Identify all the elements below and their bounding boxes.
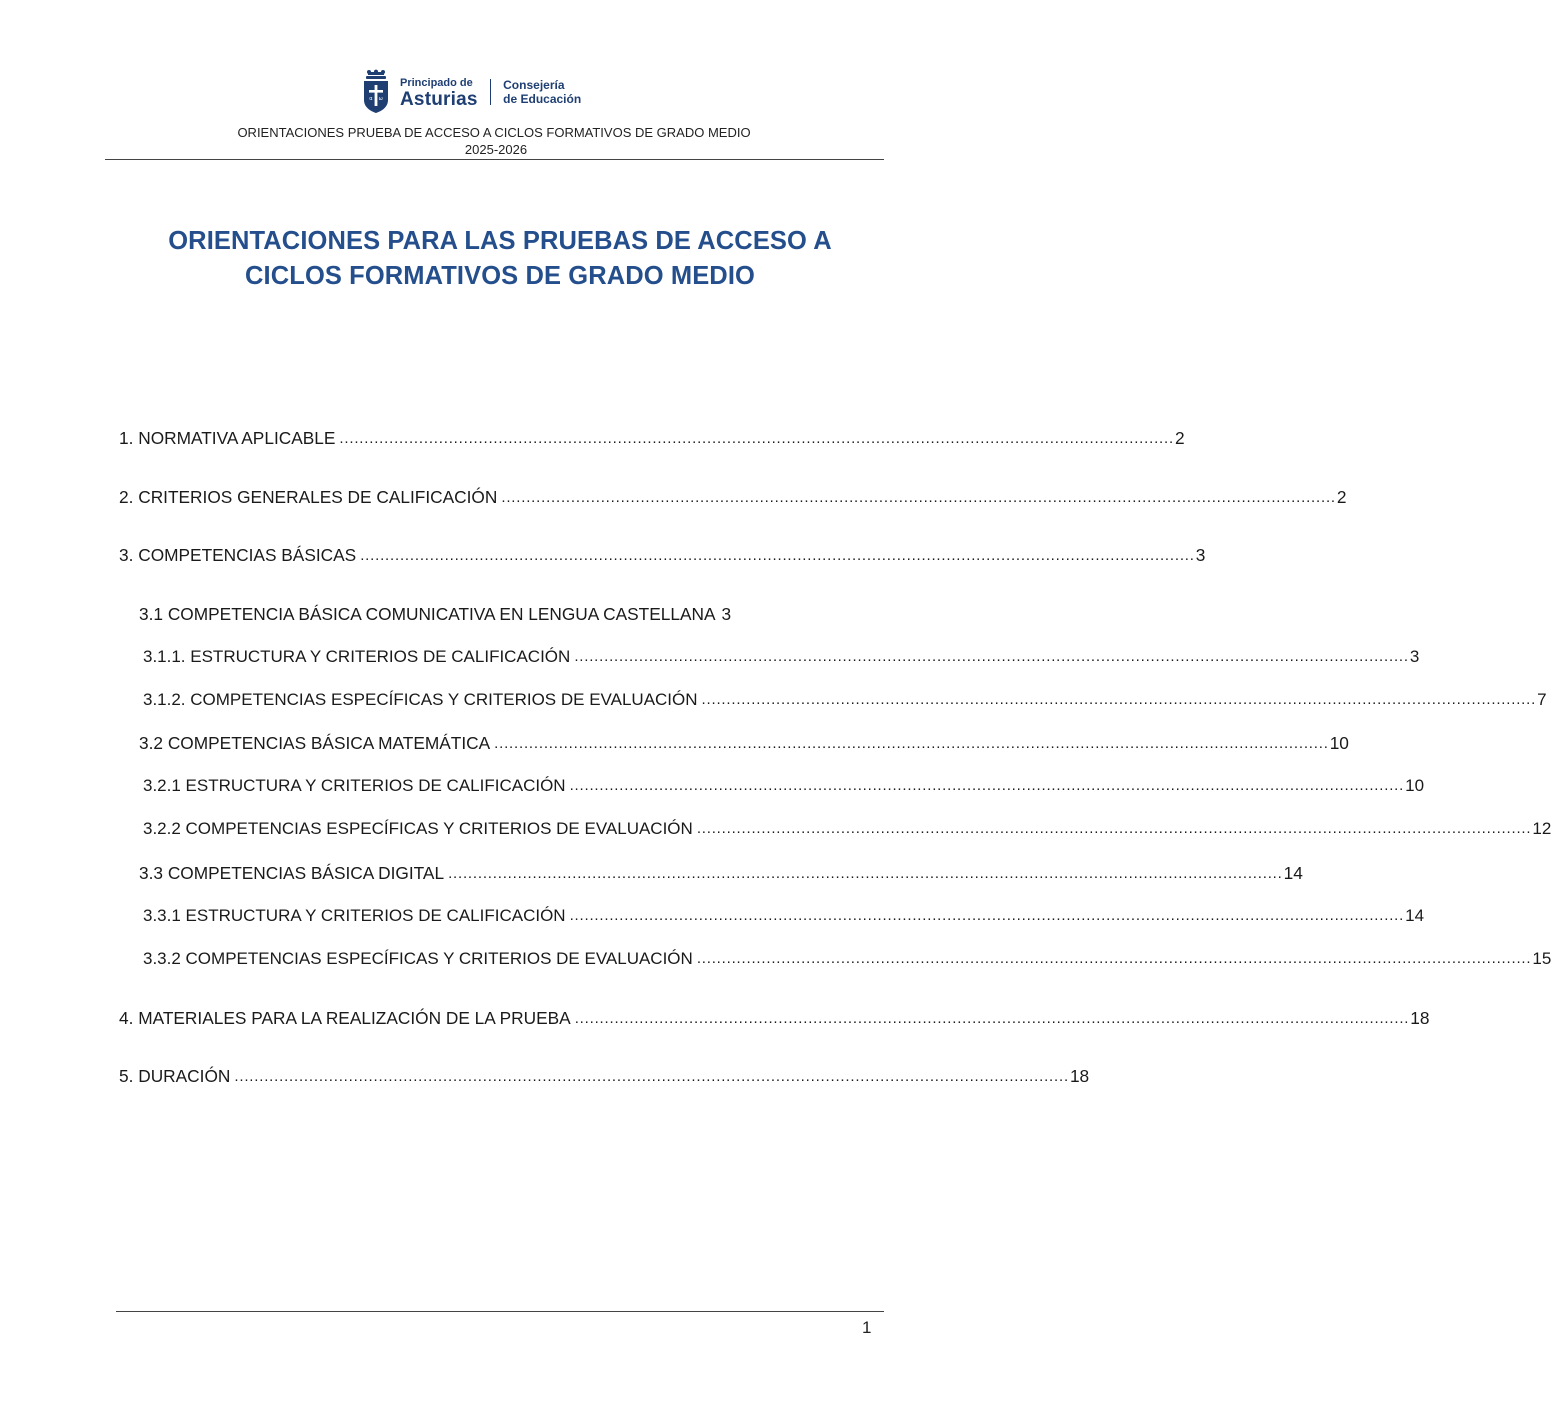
toc-entry-label: 3.2 COMPETENCIAS BÁSICA MATEMÁTICA — [139, 733, 491, 753]
toc-entry-label: 3.1.1. ESTRUCTURA Y CRITERIOS DE CALIFICACIÓN — [143, 647, 571, 666]
document-title-line1: ORIENTACIONES PARA LAS PRUEBAS DE ACCESO A — [168, 227, 832, 255]
toc-entry-label: 3.3.1 ESTRUCTURA Y CRITERIOS DE CALIFICACIÓN — [143, 906, 566, 925]
header-title: ORIENTACIONES PRUEBA DE ACCESO A CICLOS FORMATIVOS DE GRADO MEDIO — [237, 125, 751, 140]
toc-entry-page: 18 — [1410, 1008, 1430, 1028]
logo-separator — [490, 79, 492, 105]
toc-entry-1[interactable] — [119, 428, 1185, 449]
toc-entry-page: 10 — [1405, 776, 1425, 795]
toc-dot-leader: ........................................................................................................................................................................ — [501, 489, 1336, 506]
toc-entry-3-1[interactable] — [139, 604, 858, 625]
toc-entry-page: 3 — [1409, 647, 1420, 666]
toc-dot-leader: ........................................................................................................................................................................ — [360, 547, 1195, 564]
toc-dot-leader: ........................................................................................................................................................................ — [234, 1068, 1069, 1085]
toc-entry-3-3-2[interactable] — [143, 949, 1551, 969]
toc-entry-page: 15 — [1532, 949, 1551, 968]
toc-entry-label: 3.1.2. COMPETENCIAS ESPECÍFICAS Y CRITERIOS DE EVALUACIÓN — [143, 690, 698, 709]
toc-entry-3-3-1[interactable] — [143, 906, 1425, 926]
toc-entry-page: 12 — [1532, 819, 1551, 838]
header-divider — [105, 159, 884, 160]
principado-asturias-logo — [362, 70, 581, 114]
toc-entry-label: 4. MATERIALES PARA LA REALIZACIÓN DE LA PRUEBA — [119, 1008, 571, 1028]
toc-entry-3-1-2[interactable] — [143, 690, 1547, 710]
toc-entry-label: 3.2.2 COMPETENCIAS ESPECÍFICAS Y CRITERIOS DE EVALUACIÓN — [143, 819, 693, 838]
toc-entry-label: 2. CRITERIOS GENERALES DE CALIFICACIÓN — [119, 487, 498, 507]
toc-entry-page: 10 — [1329, 733, 1349, 753]
toc-entry-label: 5. DURACIÓN — [119, 1066, 231, 1086]
toc-dot-leader: ........................................................................................................................................................................ — [569, 777, 1405, 794]
logo-department — [503, 78, 581, 106]
toc-entry-page: 14 — [1283, 863, 1303, 883]
logo-line1: Principado de — [400, 76, 473, 89]
svg-text:α: α — [369, 96, 373, 102]
svg-text:ω: ω — [378, 96, 383, 102]
toc-entry-page: 18 — [1069, 1066, 1090, 1086]
toc-entry-label: 3.3.2 COMPETENCIAS ESPECÍFICAS Y CRITERIOS DE EVALUACIÓN — [143, 949, 693, 968]
logo-wordmark — [400, 76, 478, 109]
document-title-line2: CICLOS FORMATIVOS DE GRADO MEDIO — [245, 262, 755, 290]
toc-dot-leader: ........................................................................................................................................................................ — [574, 1010, 1410, 1027]
toc-dot-leader: ........................................................................................................................................................................ — [696, 820, 1532, 837]
toc-entry-page: 3 — [721, 604, 732, 624]
toc-dot-leader: ........................................................................................................................................................................ — [696, 950, 1532, 967]
toc-entry-3-2-2[interactable] — [143, 819, 1551, 839]
footer-page-number: 1 — [862, 1318, 872, 1337]
toc-entry-label: 3.2.1 ESTRUCTURA Y CRITERIOS DE CALIFICACIÓN — [143, 776, 566, 795]
logo-dept-line1: Consejería — [503, 78, 565, 92]
toc-entry-3-2-1[interactable] — [143, 776, 1425, 796]
toc-entry-page: 14 — [1405, 906, 1425, 925]
toc-entry-page: 2 — [1174, 428, 1185, 448]
toc-dot-leader: ........................................................................................................................................................................ — [448, 865, 1283, 882]
toc-entry-page: 7 — [1537, 690, 1547, 709]
toc-entry-3-1-1[interactable] — [143, 647, 1420, 667]
toc-entry-2[interactable] — [119, 487, 1347, 508]
toc-entry-label: 3.3 COMPETENCIAS BÁSICA DIGITAL — [139, 863, 445, 883]
toc-dot-leader: ........................................................................................................................................................................ — [701, 691, 1537, 708]
toc-entry-label: 1. NORMATIVA APLICABLE — [119, 428, 336, 448]
toc-entry-3-3[interactable] — [139, 863, 1303, 884]
toc-entry-label: 3.1 COMPETENCIA BÁSICA COMUNICATIVA EN LENGUA CASTELLANA — [139, 604, 716, 624]
logo-dept-line2: de Educación — [503, 92, 582, 106]
toc-entry-3[interactable] — [119, 545, 1206, 566]
logo-line2: Asturias — [400, 88, 478, 110]
toc-dot-leader: ........................................................................................................................................................................ — [574, 648, 1409, 665]
header-year: 2025-2026 — [464, 142, 528, 157]
toc-entry-label: 3. COMPETENCIAS BÁSICAS — [119, 545, 357, 565]
toc-dot-leader: ........................................................................................................................................................................ — [569, 907, 1405, 924]
toc-entry-3-2[interactable] — [139, 733, 1349, 754]
asturias-shield-icon — [362, 70, 390, 114]
toc-entry-4[interactable] — [119, 1008, 1430, 1029]
footer-divider — [116, 1311, 884, 1312]
toc-dot-leader: ........................................................................................................................................................................ — [494, 735, 1329, 752]
toc-entry-page: 3 — [1195, 545, 1206, 565]
toc-dot-leader: ........................................................................................................................................................................ — [339, 430, 1174, 447]
toc-entry-5[interactable] — [119, 1066, 1090, 1087]
document-title — [100, 224, 900, 294]
toc-entry-page: 2 — [1336, 487, 1347, 507]
